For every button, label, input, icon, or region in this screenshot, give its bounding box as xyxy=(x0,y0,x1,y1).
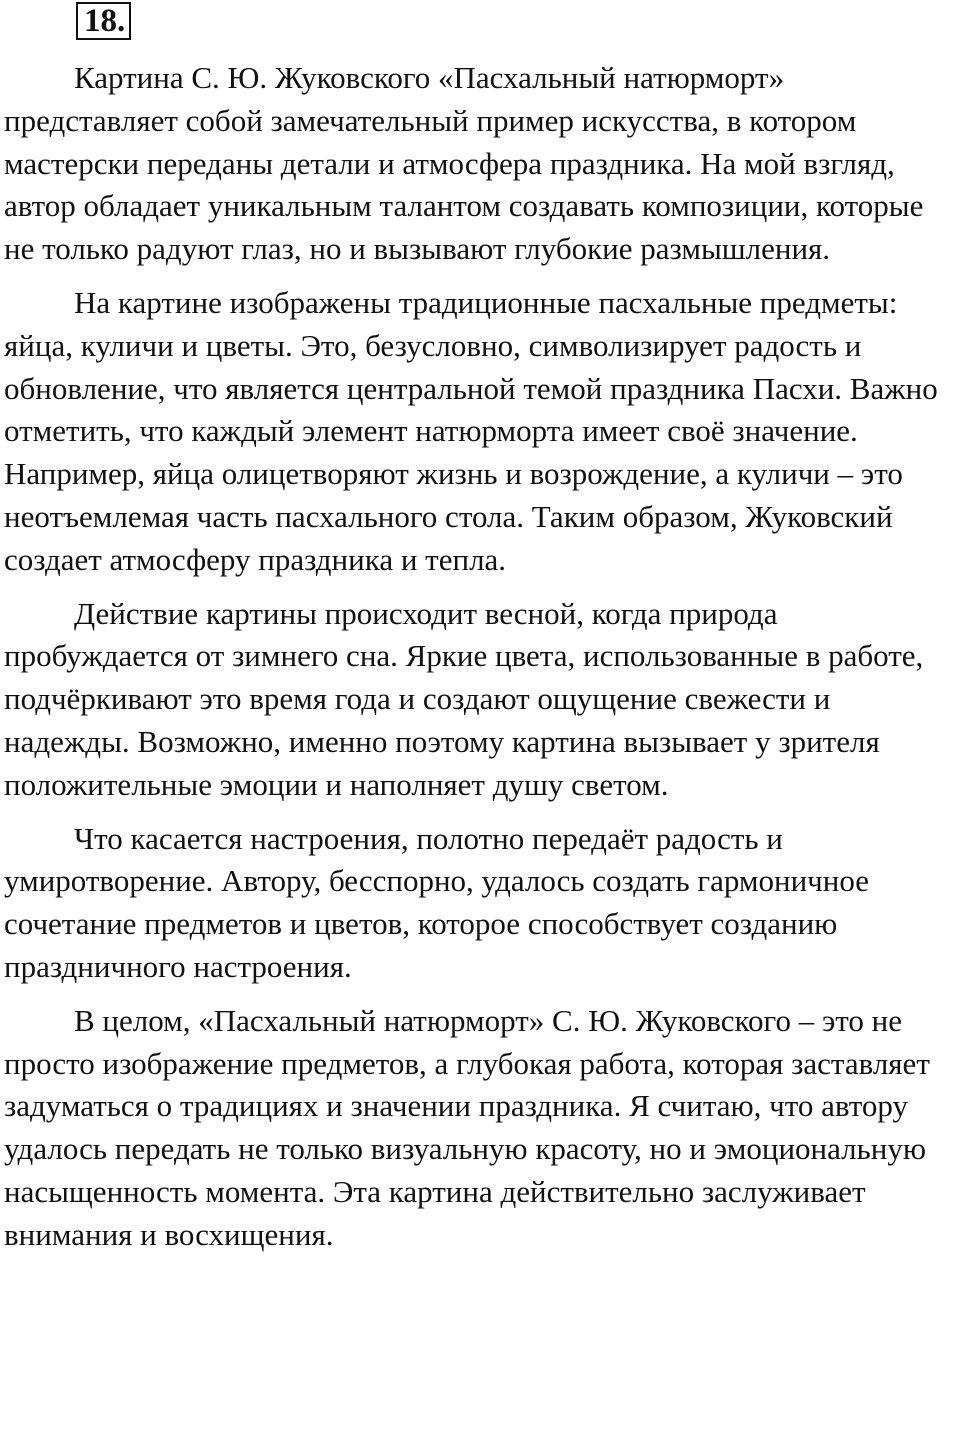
essay-paragraph-2: На картине изображены традиционные пасхальные предметы: яйца, куличи и цветы. Это, безусловно, символизирует радость и обновление, что является центральной темой праздника Пасхи. Важно отметить, что каждый элемент натюрморта имеет своё значение. Например, яйца олицетворяют жизнь и возрождение, а куличи – это неотъемлемая часть пасхального стола. Таким образом, Жуковский создает атмосферу праздника и тепла. xyxy=(4,284,938,577)
essay-paragraph-5: В целом, «Пасхальный натюрморт» С. Ю. Жуковского – это не просто изображение предметов, а глубокая работа, которая заставляет задуматься о традициях и значении праздника. Я считаю, что автору удалось передать не только визуальную красоту, но и эмоциональную насыщенность момента. Эта картина действительно заслуживает внимания и восхищения. xyxy=(4,1002,930,1252)
essay-paragraph-1: Картина С. Ю. Жуковского «Пасхальный натюрморт» представляет собой замечательный пример искусства, в котором мастерски переданы детали и атмосфера праздника. На мой взгляд, автор обладает уникальным талантом создавать композиции, которые не только радуют глаз, но и вызывают глубокие размышления. xyxy=(4,60,924,267)
essay-paragraph-3: Действие картины происходит весной, когда природа пробуждается от зимнего сна. Яркие цвета, использованные в работе, подчёркивают это время года и создают ощущение свежести и надежды. Возможно, именно поэтому картина вызывает у зрителя положительные эмоции и наполняет душу светом. xyxy=(4,595,924,802)
exercise-number: 18. xyxy=(76,2,131,40)
essay-paragraph-4: Что касается настроения, полотно передаёт радость и умиротворение. Автору, бесспорно, удалось создать гармоничное сочетание предметов и цветов, которое способствует созданию праздничного настроения. xyxy=(4,820,870,984)
exercise-header xyxy=(4,0,960,50)
